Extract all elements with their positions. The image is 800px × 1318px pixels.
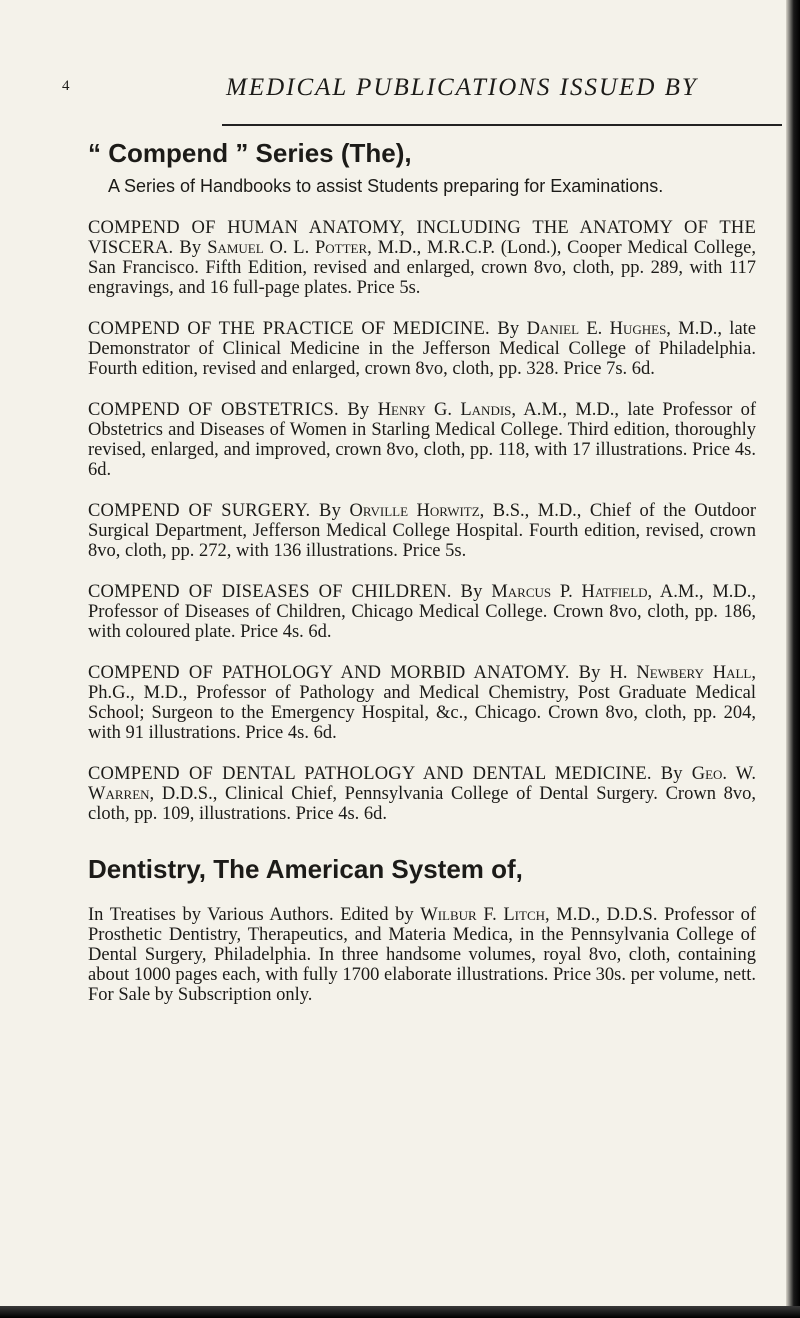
dentistry-description [88,905,756,1005]
entry-author: H. Newbery Hall, [609,663,756,683]
page-number: 4 [62,78,70,94]
compend-series-subtitle: A Series of Handbooks to assist Students preparing for Examinations. [108,176,664,196]
scan-bottom-edge [0,1306,800,1318]
entry-details: M.D., M.R.C.P. (Lond.), Cooper Medical College, San Francisco. Fifth Edition, revised and enlarged, crown 8vo, cloth, pp. 289, with 117 engravings, and 16 full-page plates. Price 5s. [88,238,757,298]
compend-series-title: “ Compend ” Series (The), [88,138,412,168]
running-head-title: MEDICAL PUBLICATIONS ISSUED BY [226,74,698,101]
running-head [62,74,742,106]
entry-author: Henry G. Landis, [377,400,517,420]
entry-author: Daniel E. Hughes, [526,319,671,339]
entry-title: COMPEND OF OBSTETRICS. By [88,400,370,420]
entry-title: COMPEND OF THE PRACTICE OF MEDICINE. By [88,319,520,339]
header-rule [222,124,782,126]
entry-title: COMPEND OF DISEASES OF CHILDREN. By [88,582,483,602]
entry-author: Marcus P. Hatfield, [491,582,653,602]
entry-details: M.D., late Demonstrator of Clinical Medicine in the Jefferson Medical College of Philadelphia. Fourth edition, revised and enlarged, crown 8vo, cloth, pp. 328. Price 7s. 6d. [88,319,757,379]
entry-pathology [88,663,756,743]
entry-diseases-of-children [88,582,756,642]
entry-author: Samuel O. L. Potter, [207,238,372,258]
scan-right-edge [786,0,800,1318]
page-content [88,136,756,1023]
entry-title: COMPEND OF HUMAN ANATOMY, INCLUDING THE ANATOMY OF THE VISCERA. By [88,218,756,258]
entry-surgery [88,501,756,561]
dentistry-details: M.D., D.D.S. Professor of Prosthetic Dentistry, Therapeutics, and Materia Medica, in the Pennsylvania College of Dental Surgery, Philadelphia. In three handsome volumes, royal 8vo, cloth, containing about 1000 pages each, with fully 1700 elaborate illustrations. Price 30s. per volume, nett. For Sale by Subscription only. [88,904,756,1005]
entry-title: COMPEND OF SURGERY. By [88,501,342,521]
entry-author: Orville Horwitz, [349,501,485,521]
entry-details: A.M., M.D., Professor of Diseases of Children, Chicago Medical College. Crown 8vo, cloth, pp. 186, with coloured plate. Price 4s. 6d. [88,582,757,642]
entry-details: D.D.S., Clinical Chief, Pennsylvania College of Dental Surgery. Crown 8vo, cloth, pp. 109, illustrations. Price 4s. 6d. [88,784,756,824]
entry-details: A.M., M.D., late Professor of Obstetrics and Diseases of Women in Starling Medical College. Third edition, thoroughly revised, enlarged, and improved, crown 8vo, cloth, pp. 118, with 17 illustrations. Price 4s. 6d. [88,400,757,480]
entry-obstetrics [88,400,756,480]
entry-title: COMPEND OF DENTAL PATHOLOGY AND DENTAL MEDICINE. By [88,764,683,784]
entry-anatomy [88,218,756,298]
dentistry-editor: Wilbur F. Litch, [420,904,550,925]
entry-details: Ph.G., M.D., Professor of Pathology and Medical Chemistry, Post Graduate Medical School; Surgeon to the Emergency Hospital, &c., Chicago. Crown 8vo, cloth, pp. 204, with 91 illustrations. Price 4s. 6d. [88,683,756,743]
entry-dental-pathology [88,764,756,824]
entry-author: Geo. W. Warren, [88,764,756,804]
entry-details: B.S., M.D., Chief of the Outdoor Surgical Department, Jefferson Medical College Hospital. Fourth edition, revised, crown 8vo, cloth, pp. 272, with 136 illustrations. Price 5s. [88,501,757,561]
dentistry-title: Dentistry, The American System of, [88,854,523,884]
dentistry-lead: In Treatises by Various Authors. Edited by [88,904,414,925]
entry-practice-of-medicine [88,319,756,379]
entry-title: COMPEND OF PATHOLOGY AND MORBID ANATOMY. By [88,663,601,683]
